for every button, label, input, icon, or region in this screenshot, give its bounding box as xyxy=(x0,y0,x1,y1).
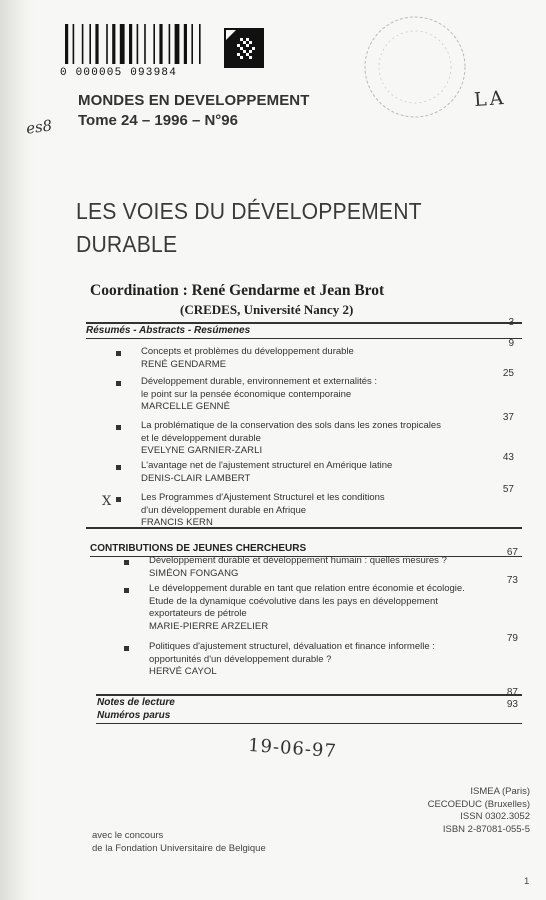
article-title-line: Développement durable, environnement et externalités : xyxy=(141,376,378,387)
barcode-number: 0 000005 093984 xyxy=(60,67,178,79)
bullet xyxy=(124,560,129,565)
support-line: de la Fondation Universitaire de Belgique xyxy=(92,842,266,854)
library-stamp xyxy=(360,12,470,122)
numeros-label: Numéros parus xyxy=(97,710,171,721)
article-entry xyxy=(141,460,392,485)
barcode xyxy=(63,24,235,68)
bullet xyxy=(116,465,121,470)
article-entry xyxy=(149,583,465,633)
article-entry xyxy=(149,555,447,580)
handwritten-margin-note: es8 xyxy=(24,116,54,138)
page-footer-number: 1 xyxy=(524,876,530,887)
article-author: SIMÉON FONGANG xyxy=(149,567,239,579)
article-author: HERVÉ CAYOL xyxy=(149,666,217,677)
page-number: 87 xyxy=(506,687,518,698)
barcode-bar xyxy=(106,24,108,64)
page-number: 37 xyxy=(502,412,514,423)
barcode-bar xyxy=(169,24,171,64)
barcode-bar xyxy=(153,24,155,64)
publisher-line: ISBN 2-87081-055-5 xyxy=(442,823,530,835)
barcode-bar xyxy=(112,24,115,64)
barcode-bar xyxy=(129,24,132,64)
library-logo xyxy=(222,26,266,70)
journal-name: MONDES EN DEVELOPPEMENT xyxy=(78,92,310,109)
barcode-bar xyxy=(65,24,68,64)
page-number: 93 xyxy=(506,699,518,710)
bullet xyxy=(116,381,121,386)
page-number: 43 xyxy=(502,452,514,463)
article-title-line: Le développement durable en tant que relation entre économie et écologie. xyxy=(149,583,465,594)
barcode-bar xyxy=(175,24,180,64)
article-author: FRANCIS KERN xyxy=(141,517,213,528)
article-author: DENIS-CLAIR LAMBERT xyxy=(141,472,251,484)
article-title-line: La problématique de la conservation des sols dans les zones tropicales xyxy=(141,420,441,431)
issue-title-line: DURABLE xyxy=(76,231,178,257)
issue-title-line: LES VOIES DU DÉVELOPPEMENT xyxy=(76,198,422,224)
section-rule xyxy=(86,338,522,339)
barcode-bar xyxy=(144,24,146,64)
article-title-line: Politiques d'ajustement structurel, dévaluation et finance informelle : xyxy=(149,641,435,652)
article-title-line: Développement durable et développement humain : quelles mesures ? xyxy=(149,555,447,566)
bullet xyxy=(124,588,129,593)
contributions-header: CONTRIBUTIONS DE JEUNES CHERCHEURS xyxy=(90,543,307,554)
page-number: 73 xyxy=(506,575,518,586)
article-entry xyxy=(141,376,377,414)
barcode-bar xyxy=(159,24,162,64)
article-title-line: Concepts et problèmes du développement durable xyxy=(141,346,354,357)
article-title-line: et le développement durable xyxy=(141,432,261,444)
article-author: RENÉ GENDARME xyxy=(141,358,227,370)
bullet xyxy=(116,497,121,502)
barcode-bar xyxy=(137,24,139,64)
publisher-line: ISMEA (Paris) xyxy=(470,786,530,797)
barcode-bar xyxy=(184,24,187,64)
barcode-bar xyxy=(89,24,91,64)
barcode-bar xyxy=(199,24,201,64)
section-rule xyxy=(96,723,522,724)
barcode-bar xyxy=(73,24,75,64)
publisher-line: ISSN 0302.3052 xyxy=(460,811,530,822)
handwritten-cross-mark: X xyxy=(102,494,112,509)
barcode-bar xyxy=(95,24,98,64)
journal-issue: Tome 24 – 1996 – N°96 xyxy=(78,112,238,129)
section-rule xyxy=(86,527,522,529)
page-number: 67 xyxy=(506,547,518,558)
article-author: MARCELLE GENNÉ xyxy=(141,401,231,412)
article-title-line: opportunités d'un développement durable ? xyxy=(149,653,332,665)
page-number: 57 xyxy=(502,484,514,495)
barcode-bar xyxy=(82,24,84,64)
section-rule xyxy=(86,322,522,324)
article-entry xyxy=(141,420,441,458)
support-line: avec le concours xyxy=(92,830,164,841)
affiliation: (CREDES, Université Nancy 2) xyxy=(180,302,354,317)
article-title-line: Etude de la dynamique coévolutive dans les pays en développement xyxy=(149,595,438,607)
article-title-line: L'avantage net de l'ajustement structurel en Amérique latine xyxy=(141,460,393,471)
support-block xyxy=(92,830,266,855)
article-title-line: exportateurs de pétrole xyxy=(149,608,247,619)
handwritten-date: 19-06-97 xyxy=(247,734,338,763)
issue-title xyxy=(76,195,422,261)
section-rule xyxy=(96,694,522,696)
article-entry xyxy=(149,641,435,679)
page-number: 25 xyxy=(502,368,514,379)
publisher-line: CECOEDUC (Bruxelles) xyxy=(427,798,530,810)
article-author: EVELYNE GARNIER-ZARLI xyxy=(141,445,263,456)
coordination: Coordination : René Gendarme et Jean Brot xyxy=(90,282,385,299)
article-title-line: le point sur la pensée économique contemporaine xyxy=(141,388,352,400)
bullet xyxy=(116,351,121,356)
notes-label: Notes de lecture xyxy=(97,697,175,708)
page-number: 3 xyxy=(508,317,514,328)
article-author: MARIE-PIERRE ARZELIER xyxy=(149,620,269,632)
bullet xyxy=(116,425,121,430)
barcode-bar xyxy=(120,24,125,64)
page-number: 9 xyxy=(508,338,514,349)
barcode-bar xyxy=(191,24,193,64)
handwritten-initials: LA xyxy=(473,86,508,112)
bullet xyxy=(124,646,129,651)
page-number: 79 xyxy=(506,633,518,644)
abstracts-header: Résumés - Abstracts - Resúmenes xyxy=(86,325,251,336)
article-title-line: Les Programmes d'Ajustement Structurel et les conditions xyxy=(141,492,385,503)
publishers-block xyxy=(380,786,530,836)
article-entry xyxy=(141,492,385,530)
article-title-line: d'un développement durable en Afrique xyxy=(141,504,307,516)
article-entry xyxy=(141,346,354,371)
